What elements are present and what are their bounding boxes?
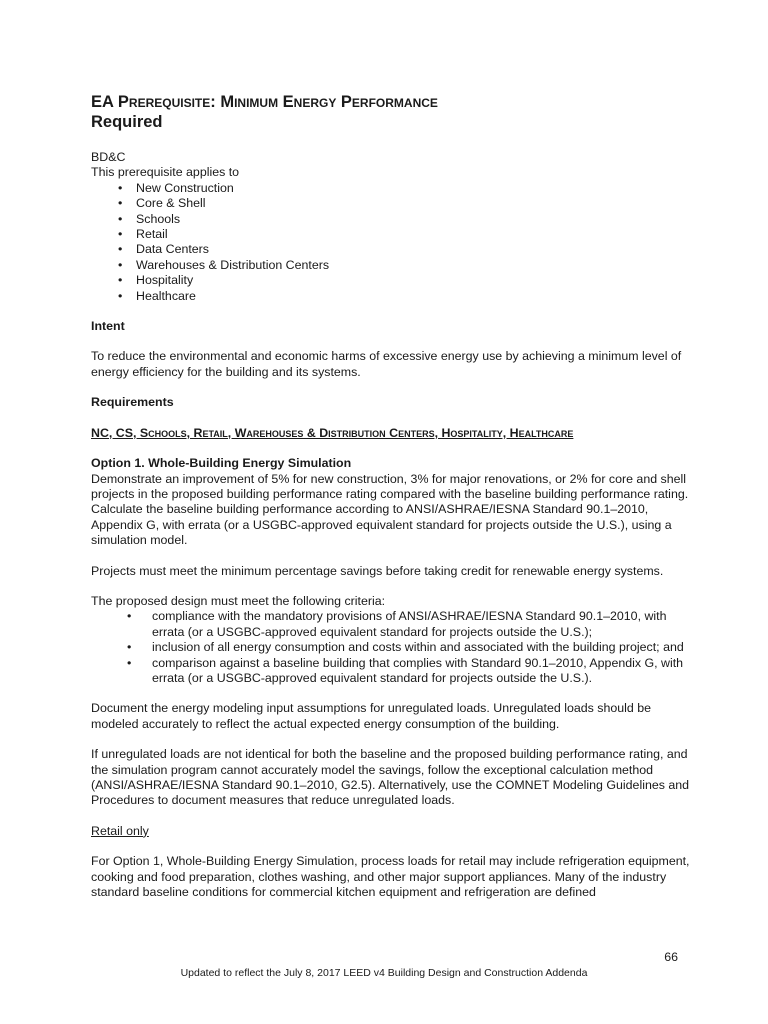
list-item: • Data Centers	[118, 242, 691, 257]
page-number: 66	[664, 950, 678, 964]
requirements-heading: Requirements	[91, 395, 174, 410]
list-item: • Retail	[118, 227, 691, 242]
intent-heading: Intent	[91, 319, 125, 334]
unregulated-text: Document the energy modeling input assumptions for unregulated loads. Unregulated loads should be modeled accurately to reflect the actual expected energy consumption of the building.	[91, 701, 651, 731]
criteria-list	[91, 609, 691, 686]
applies-intro: This prerequisite applies to	[91, 165, 240, 180]
intent-text: To reduce the environmental and economic harms of excessive energy use by achieving a minimum level of energy efficiency for the building and its systems.	[91, 349, 682, 379]
list-item: • inclusion of all energy consumption and costs within and associated with the building project; and	[127, 640, 691, 655]
savings-text: Projects must meet the minimum percentage savings before taking credit for renewable energy systems.	[91, 563, 664, 578]
criteria-intro: The proposed design must meet the following criteria:	[91, 593, 386, 608]
list-item: • New Construction	[118, 181, 691, 196]
exceptional-text: If unregulated loads are not identical for both the baseline and the proposed building performance rating, and the simulation program cannot accurately model the savings, follow the exceptional calculation method (ANSI/ASHRAE/IESNA Standard 90.1–2010, G2.5). Alternatively, use the COMNET Modeling Guidelines and Procedures to document measures that reduce unregulated loads.	[91, 747, 690, 808]
applies-list	[91, 181, 691, 304]
retail-heading: Retail only	[91, 823, 149, 838]
list-item: • Warehouses & Distribution Centers	[118, 258, 691, 273]
list-item: • Core & Shell	[118, 196, 691, 211]
document-page	[91, 92, 691, 900]
list-item: • Healthcare	[118, 289, 691, 304]
option1-heading: Option 1. Whole-Building Energy Simulation	[91, 456, 352, 471]
list-item: • compliance with the mandatory provisions of ANSI/ASHRAE/IESNA Standard 90.1–2010, with errata (or a USGBC-approved equivalent standard for projects outside the U.S.);	[127, 609, 691, 640]
list-item: • comparison against a baseline building that complies with Standard 90.1–2010, Appendix G, with errata (or a USGBC-approved equivalent standard for projects outside the U.S.).	[127, 656, 691, 687]
list-item: • Schools	[118, 212, 691, 227]
list-item: • Hospitality	[118, 273, 691, 288]
option1-text: Demonstrate an improvement of 5% for new construction, 3% for major renovations, or 2% for core and shell projects in the proposed building performance rating compared with the baseline building performance rating. Calculate the baseline building performance according to ANSI/ASHRAE/IESNA Standard 90.1–2010, Appendix G, with errata (or a USGBC-approved equivalent standard for projects outside the U.S.), using a simulation model.	[91, 471, 689, 548]
rating-system-label: BD&C	[91, 150, 126, 164]
page-title: EA Prerequisite: Minimum Energy Performance	[91, 93, 438, 111]
footer-note: Updated to reflect the July 8, 2017 LEED v4 Building Design and Construction Addenda	[180, 967, 588, 979]
page-subtitle: Required	[91, 113, 163, 131]
retail-text: For Option 1, Whole-Building Energy Simulation, process loads for retail may include refrigeration equipment, cooking and food preparation, clothes washing, and other major support appliances. Many of the industry standard baseline conditions for commercial kitchen equipment and refrigeration are defined	[91, 854, 690, 900]
scope-heading: NC, CS, Schools, Retail, Warehouses & Distribution Centers, Hospitality, Healthcare	[91, 425, 574, 440]
